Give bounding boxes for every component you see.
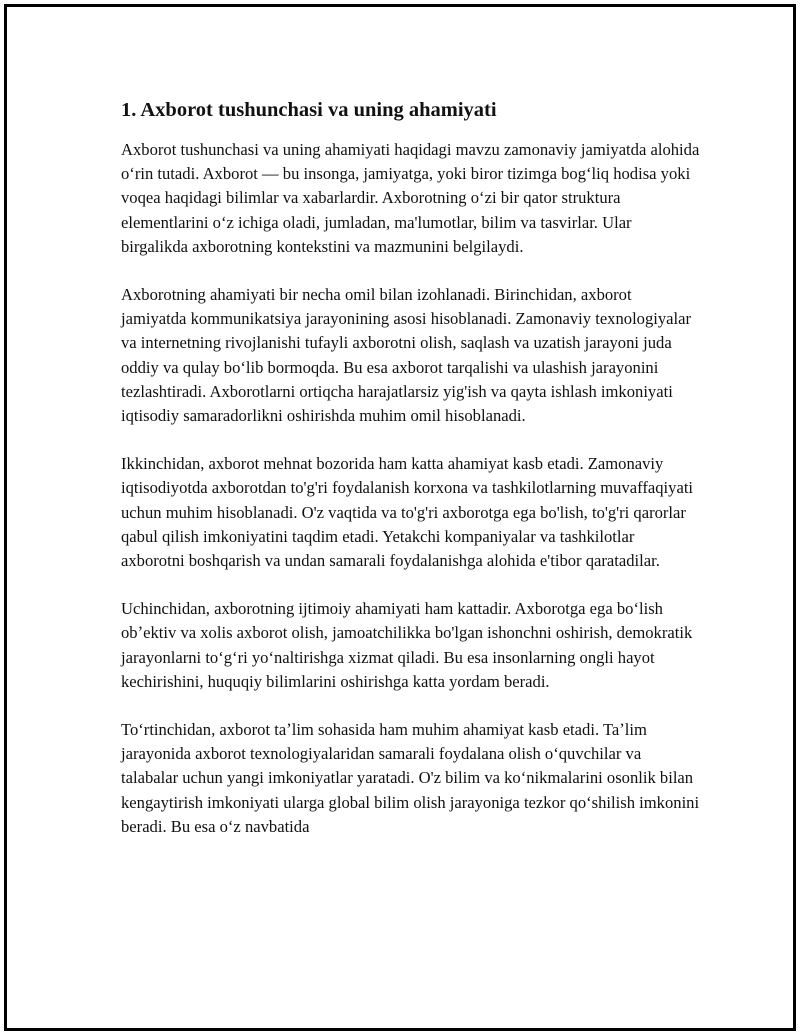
paragraph-definition: Axborot tushunchasi va uning ahamiyati haqidagi mavzu zamonaviy jamiyatda alohida oʻrin tutadi. Axborot — bu insonga, jamiyatga, yoki biror tizimga bogʻliq hodisa yoki voqea haqidagi bilimlar va xabarlardir. Axborotning oʻzi bir qator struktura elementlarini oʻz ichiga oladi, jumladan, ma'lumotlar, bilim va tasvirlar. Ular birgalikda axborotning kontekstini va mazmunini belgilaydi. — [121, 140, 700, 256]
document-body — [121, 95, 701, 863]
section-heading: 1. Axborot tushunchasi va uning ahamiyati — [121, 99, 497, 121]
paragraph-education: Toʻrtinchidan, axborot taʼlim sohasida ham muhim ahamiyat kasb etadi. Taʼlim jarayonida axborot texnologiyalaridan samarali foydalana olish oʻquvchilar va talabalar uchun yangi imkoniyatlar yaratadi. O'z bilim va koʻnikmalarini osonlik bilan kengaytirish imkoniyati ularga global bilim olish jarayoniga tezkor qoʻshilish imkonini beradi. Bu esa oʻz navbatida — [121, 720, 700, 836]
paragraph-labor-market: Ikkinchidan, axborot mehnat bozorida ham katta ahamiyat kasb etadi. Zamonaviy iqtisodiyotda axborotdan to'g'ri foydalanish korxona va tashkilotlarning muvaffaqiyati uchun muhim hisoblanadi. O'z vaqtida va to'g'ri axborotga ega bo'lish, to'g'ri qarorlar qabul qilish imkoniyatini taqdim etadi. Yetakchi kompaniyalar va tashkilotlar axborotni boshqarish va undan samarali foydalanishga alohida e'tibor qaratadilar. — [121, 454, 694, 571]
paragraph-importance: Axborotning ahamiyati bir necha omil bilan izohlanadi. Birinchidan, axborot jamiyatda kommunikatsiya jarayonining asosi hisoblanadi. Zamonaviy texnologiyalar va internetning rivojlanishi tufayli axborotni olish, saqlash va uzatish jarayoni juda oddiy va qulay boʻlib bormoqda. Bu esa axborot tarqalishi va ulashish jarayonini tezlashtiradi. Axborotlarni ortiqcha harajatlarsiz yig'ish va qayta ishlash imkoniyati iqtisodiy samaradorlikni oshirishda muhim omil hisoblanadi. — [121, 285, 692, 426]
paragraph-social: Uchinchidan, axborotning ijtimoiy ahamiyati ham kattadir. Axborotga ega boʻlish obʼektiv va xolis axborot olish, jamoatchilikka bo'lgan ishonchni oshirish, demokratik jarayonlarni toʻgʻri yoʻnaltirishga xizmat qiladi. Bu esa insonlarning ongli hayot kechirishini, huquqiy bilimlarini oshirishga katta yordam beradi. — [121, 599, 693, 691]
document-page — [4, 4, 796, 1031]
